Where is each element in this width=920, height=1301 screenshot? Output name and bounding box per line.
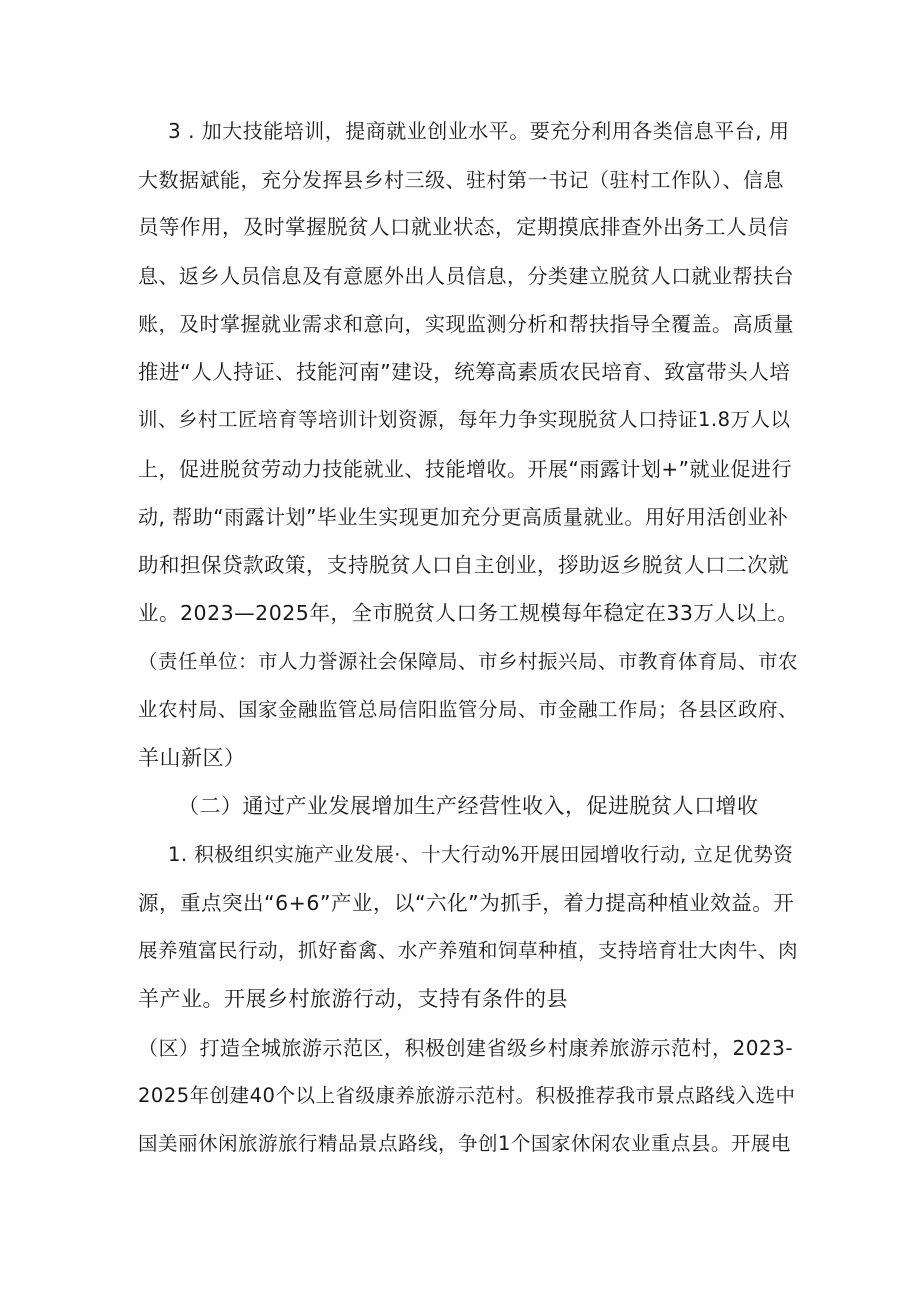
paragraph-line: 国美丽休闲旅游旅行精品景点路线，争创1个国家休闲农业重点县。开展电 (138, 1132, 791, 1155)
paragraph-line: 1. 积极组织实施产业发展·、十大行动%开展田园增收行动, 立足优势资 (168, 843, 794, 866)
paragraph-line: 3 . 加大技能培训，提商就业创业水平。要充分利用各类信息平台, 用 (168, 119, 790, 143)
paragraph-line: 大数据斌能，充分发挥县乡村三级、驻村第一书记（驻村工作队）、信息 (138, 168, 784, 192)
paragraph-line: 源，重点突出“6+6”产业，以“六化”为抓手，着力提高种植业效益。开 (138, 891, 795, 915)
paragraph-line: （责任单位：市人力誉源社会保障局、市乡村振兴局、市教育体育局、市农 (138, 650, 799, 673)
paragraph-line: （区）打造全城旅游示范区，积极创建省级乡村康养旅游示范村，2023- (138, 1036, 794, 1060)
paragraph-line: 上，促进脱贫劳动力技能就业、技能增收。开展“雨露计划+”就业促进行 (138, 457, 792, 481)
paragraph-line: 员等作用，及时掌握脱贫人口就业状态，定期摸底排查外出务工人员信 (138, 215, 789, 239)
paragraph-line: 2025年创建40个以上省级康养旅游示范村。积极推荐我市景点路线入选中 (138, 1084, 796, 1107)
paragraph-line: 业。2023—2025年，全市脱贫人口务工规模每年稳定在33万人以上。 (138, 601, 799, 625)
paragraph-line: 动, 帮助“雨露计划”毕业生实现更加充分更高质量就业。用好用活创业补 (138, 505, 789, 529)
paragraph-line: 羊山新区） (138, 746, 246, 770)
paragraph-line: 展养殖富民行动，抓好畜禽、水产养殖和饲草种植，支持培育壮大肉牛、肉 (138, 939, 799, 962)
paragraph-line: 羊产业。开展乡村旅游行动，支持有条件的县 (138, 987, 568, 1011)
paragraph-line: 息、返乡人员信息及有意愿外出人员信息，分类建立脱贫人口就业帮扶台 (138, 264, 794, 288)
paragraph-line: 账，及时掌握就业需求和意向，实现监测分析和帮扶指导全覆盖。高质量 (138, 312, 794, 336)
paragraph-line: 推进“人人持证、技能河南”建设，统筹高素质农民培育、致富带头人培 (138, 360, 791, 384)
paragraph-line: 助和担保贷款政策，支持脱贫人口自主创业，拶助返乡脱贫人口二次就 (138, 553, 789, 577)
paragraph-line: 业农村局、国家金融监管总局信阳监管分局、市金融工作局；各县区政府、 (138, 698, 799, 721)
paragraph-line: 训、乡村工匠培育等培训计划资源，每年力争实现脱贫人口持证1.8万人以 (138, 408, 791, 431)
section-heading: （二）通过产业发展增加生产经营性收入，促进脱贫人口增收 (178, 794, 759, 818)
